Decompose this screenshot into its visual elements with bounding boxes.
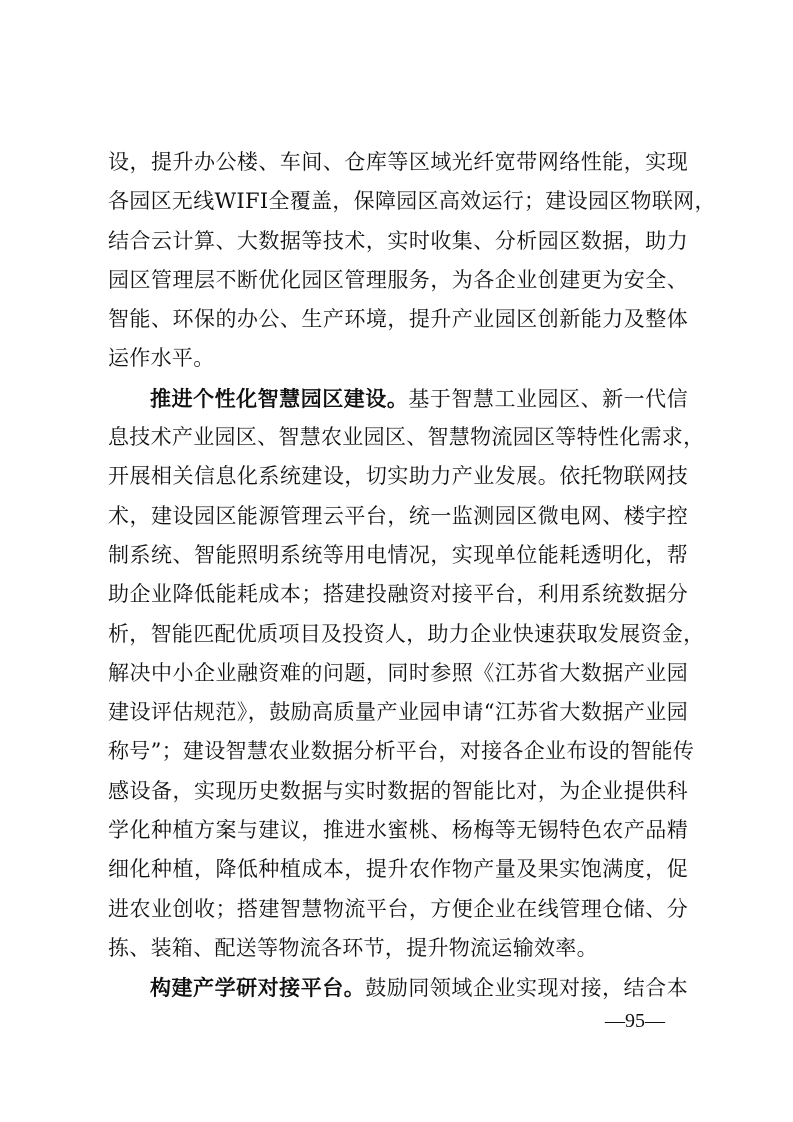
paragraph-2-line-3: 开展相关信息化系统建设，切实助力产业发展。依托物联网技	[108, 464, 688, 489]
paragraph-2-line-12: 学化种植方案与建议，推进水蜜桃、杨梅等无锡特色农产品精	[108, 818, 688, 843]
paragraph-2-line-4: 术，建设园区能源管理云平台，统一监测园区微电网、楼宇控	[108, 503, 688, 528]
paragraph-2-line-14: 进农业创收；搭建智慧物流平台，方便企业在线管理仓储、分	[108, 896, 688, 921]
paragraph-3-heading: 构建产学研对接平台。	[150, 975, 366, 1001]
paragraph-3-first-line-text: 鼓励同领域企业实现对接，结合本	[365, 976, 689, 1001]
paragraph-1-line-4: 园区管理层不断优化园区管理服务，为各企业创建更为安全、	[108, 267, 688, 292]
paragraph-2-line-6: 助企业降低能耗成本；搭建投融资对接平台，利用系统数据分	[108, 582, 688, 607]
paragraph-1-line-3: 结合云计算、大数据等技术，实时收集、分析园区数据，助力	[108, 228, 688, 253]
paragraph-1-line-6: 运作水平。	[108, 346, 215, 371]
paragraph-2-line-7: 析，智能匹配优质项目及投资人，助力企业快速获取发展资金，	[108, 621, 705, 646]
paragraph-2-first-line	[108, 379, 688, 418]
paragraph-2-line-9: 建设评估规范》，鼓励高质量产业园申请“江苏省大数据产业园	[108, 700, 688, 725]
paragraph-2-line-11: 感设备，实现历史数据与实时数据的智能比对，为企业提供科	[108, 778, 688, 803]
paragraph-2-line-8: 解决中小企业融资难的问题，同时参照《江苏省大数据产业园	[108, 660, 688, 685]
paragraph-2-line-5: 制系统、智能照明系统等用电情况，实现单位能耗透明化，帮	[108, 542, 688, 567]
paragraph-2-heading: 推进个性化智慧园区建设。	[150, 385, 409, 411]
paragraph-2-line-2: 息技术产业园区、智慧农业园区、智慧物流园区等特性化需求，	[108, 425, 705, 450]
body-text	[108, 143, 716, 1008]
paragraph-2-first-line-text: 基于智慧工业园区、新一代信	[408, 386, 688, 411]
page-number: —95—	[605, 1010, 665, 1032]
paragraph-2-line-13: 细化种植，降低种植成本，提升农作物产量及果实饱满度，促	[108, 857, 688, 882]
paragraph-2-line-10: 称号”；建设智慧农业数据分析平台，对接各企业布设的智能传	[108, 739, 695, 764]
paragraph-3-first-line	[108, 968, 688, 1007]
paragraph-1-line-1: 设，提升办公楼、车间、仓库等区域光纤宽带网络性能，实现	[108, 150, 688, 174]
paragraph-1-line-5: 智能、环保的办公、生产环境，提升产业园区创新能力及整体	[108, 307, 688, 332]
paragraph-1-line-2: 各园区无线WIFI全覆盖，保障园区高效运行；建设园区物联网，	[108, 189, 716, 214]
paragraph-2-line-15: 拣、装箱、配送等物流各环节，提升物流运输效率。	[108, 935, 598, 960]
